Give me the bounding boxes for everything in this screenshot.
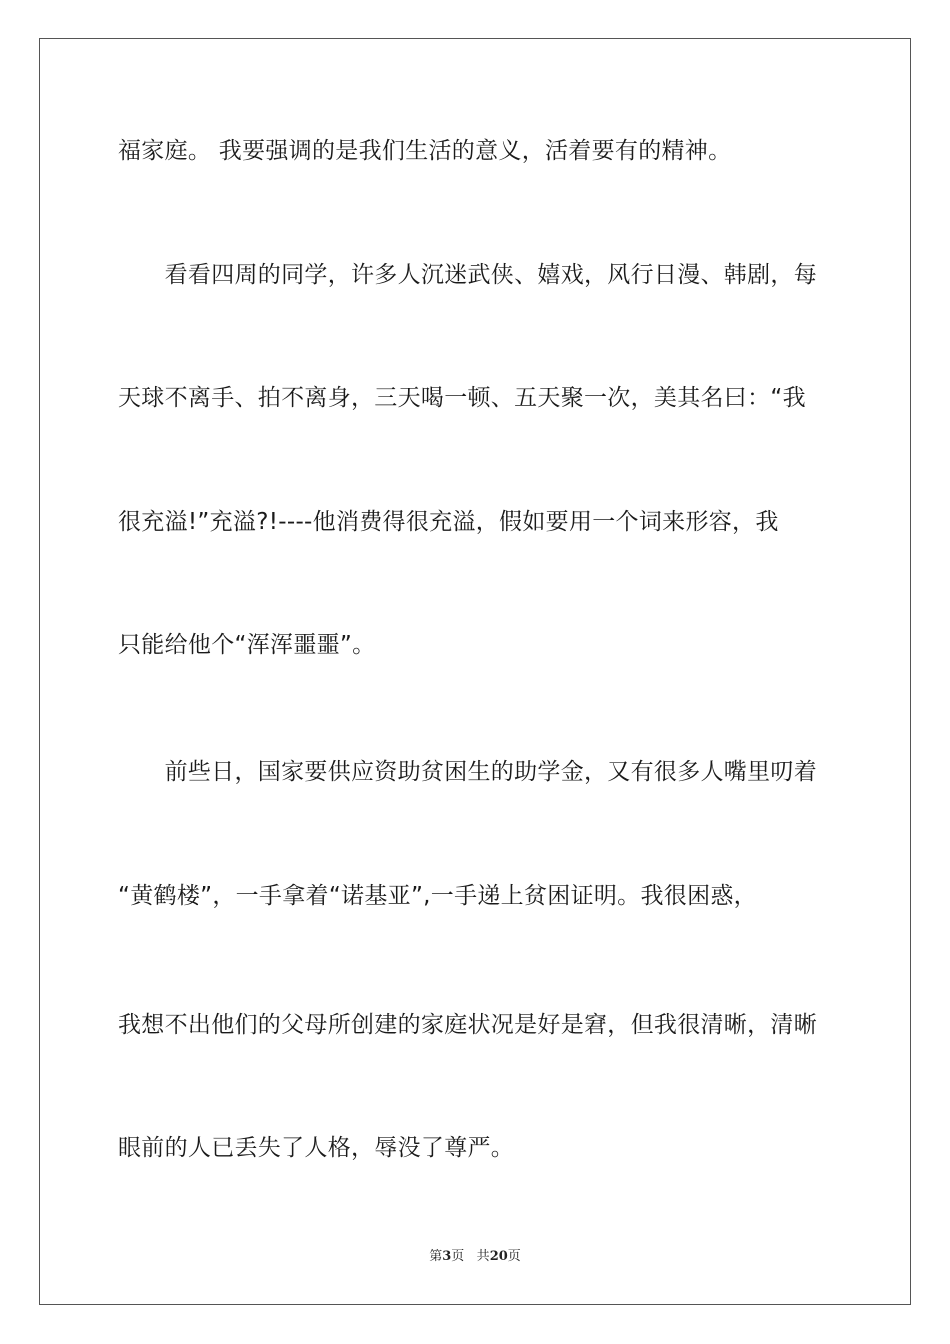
page-border — [39, 38, 911, 1305]
page-footer — [0, 1245, 950, 1264]
total-prefix: 共 — [476, 1249, 490, 1264]
total-suffix: 页 — [507, 1249, 521, 1264]
text-line: 只能给他个“浑浑噩噩”。 — [118, 632, 376, 658]
text-line: 天球不离手、拍不离身，三天喝一顿、五天聚一次，美其名曰：“我 — [118, 385, 806, 411]
text-line: 眼前的人已丢失了人格，辱没了尊严。 — [118, 1135, 515, 1161]
text-line: 我想不出他们的父母所创建的家庭状况是好是窘，但我很清晰，清晰 — [118, 1012, 817, 1038]
text-line: 看看四周的同学，许多人沉迷武侠、嬉戏，风行日漫、韩剧，每 — [118, 262, 817, 288]
page-suffix: 页 — [451, 1249, 465, 1264]
page-number: 3 — [442, 1249, 452, 1264]
text-line: 福家庭。 我要强调的是我们生活的意义，活着要有的精神。 — [118, 138, 732, 164]
text-line: 很充溢!”充溢?!----他消费得很充溢，假如要用一个词来形容，我 — [118, 509, 779, 535]
total-pages: 20 — [489, 1249, 508, 1264]
text-line: “黄鹤楼”，一手拿着“诺基亚”,一手递上贫困证明。我很困惑， — [118, 883, 757, 909]
text-line: 前些日，国家要供应资助贫困生的助学金，又有很多人嘴里叨着 — [118, 759, 817, 785]
page-prefix: 第 — [429, 1249, 443, 1264]
